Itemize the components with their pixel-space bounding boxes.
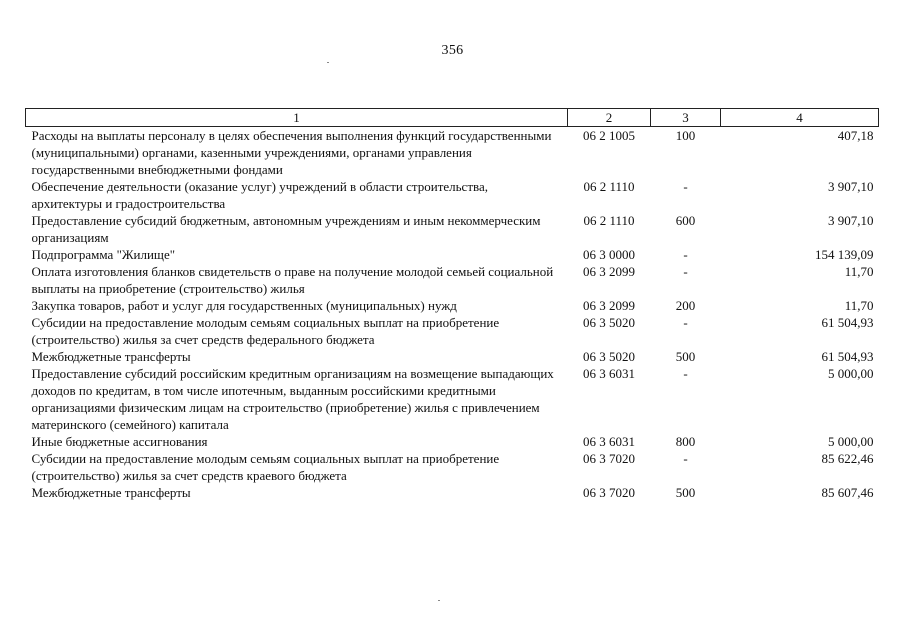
row-amount: 3 907,10 bbox=[828, 179, 874, 194]
row-name: Расходы на выплаты персоналу в целях обеспечения выполнения функций государственными (муниципальными) органами, казенными учреждениями, органами управления государственными внебюджетными фондами bbox=[31, 128, 552, 177]
header-col-3: 3 bbox=[651, 109, 721, 127]
row-amount: 61 504,93 bbox=[821, 349, 874, 364]
row-name: Субсидии на предоставление молодым семьям социальных выплат на приобретение (строительство) жилья за счет средств федерального бюджета bbox=[31, 315, 500, 347]
row-code: 06 3 0000 bbox=[583, 247, 635, 262]
header-col-4: 4 bbox=[721, 109, 879, 127]
row-code: 06 3 7020 bbox=[583, 485, 635, 500]
table-row bbox=[26, 314, 879, 348]
table-row bbox=[26, 263, 879, 297]
budget-table bbox=[25, 108, 879, 501]
row-code: 06 3 5020 bbox=[583, 315, 635, 330]
table-row bbox=[26, 433, 879, 450]
table-row bbox=[26, 246, 879, 263]
row-amount: 11,70 bbox=[844, 298, 874, 313]
table-row bbox=[26, 365, 879, 433]
row-type: - bbox=[683, 264, 688, 279]
row-amount: 154 139,09 bbox=[815, 247, 874, 262]
row-amount: 61 504,93 bbox=[821, 315, 874, 330]
row-name: Оплата изготовления бланков свидетельств о праве на получение молодой семьей социальной выплаты на приобретение (строительство) жилья bbox=[31, 264, 554, 296]
table-row bbox=[26, 484, 879, 501]
row-code: 06 2 1110 bbox=[583, 179, 635, 194]
table-row bbox=[26, 348, 879, 365]
row-amount: 11,70 bbox=[844, 264, 874, 279]
row-amount: 3 907,10 bbox=[828, 213, 874, 228]
row-type: - bbox=[683, 179, 688, 194]
row-code: 06 2 1110 bbox=[583, 213, 635, 228]
row-type: 800 bbox=[675, 434, 696, 449]
table-row bbox=[26, 212, 879, 246]
table-header bbox=[26, 109, 879, 127]
header-row bbox=[26, 109, 879, 127]
row-type: - bbox=[683, 247, 688, 262]
row-code: 06 3 6031 bbox=[583, 366, 635, 381]
row-type: 100 bbox=[675, 128, 696, 143]
row-name: Закупка товаров, работ и услуг для государственных (муниципальных) нужд bbox=[31, 298, 457, 313]
row-name: Обеспечение деятельности (оказание услуг) учреждений в области строительства, архитектуры и градостроительства bbox=[31, 179, 488, 211]
table-body bbox=[26, 127, 879, 502]
row-name: Субсидии на предоставление молодым семьям социальных выплат на приобретение (строительство) жилья за счет средств краевого бюджета bbox=[31, 451, 500, 483]
row-type: 600 bbox=[675, 213, 696, 228]
row-type: 500 bbox=[675, 485, 696, 500]
row-amount: 85 607,46 bbox=[821, 485, 874, 500]
row-code: 06 3 2099 bbox=[583, 298, 635, 313]
row-code: 06 3 5020 bbox=[583, 349, 635, 364]
row-type: - bbox=[683, 315, 688, 330]
header-col-2: 2 bbox=[568, 109, 651, 127]
row-name: Подпрограмма "Жилище" bbox=[31, 247, 176, 262]
row-code: 06 2 1005 bbox=[583, 128, 635, 143]
scan-speck bbox=[327, 62, 329, 63]
scan-speck bbox=[438, 600, 440, 601]
row-name: Иные бюджетные ассигнования bbox=[31, 434, 208, 449]
row-type: - bbox=[683, 451, 688, 466]
row-code: 06 3 2099 bbox=[583, 264, 635, 279]
page-number: 356 bbox=[441, 43, 464, 58]
table-row bbox=[26, 450, 879, 484]
row-type: 200 bbox=[675, 298, 696, 313]
row-amount: 407,18 bbox=[837, 128, 874, 143]
row-name: Межбюджетные трансферты bbox=[31, 485, 191, 500]
table-row bbox=[26, 178, 879, 212]
header-col-1: 1 bbox=[26, 109, 568, 127]
row-name: Предоставление субсидий бюджетным, автономным учреждениям и иным некоммерческим организациям bbox=[31, 213, 541, 245]
row-type: 500 bbox=[675, 349, 696, 364]
row-amount: 85 622,46 bbox=[821, 451, 874, 466]
row-name: Межбюджетные трансферты bbox=[31, 349, 191, 364]
row-name: Предоставление субсидий российским кредитным организациям на возмещение выпадающих доходов по кредитам, в том числе ипотечным, выданным российскими кредитными организациями физическим лицам на строительство (приобретение) жилья с привлечением материнского (семейного) капитала bbox=[31, 366, 554, 432]
row-amount: 5 000,00 bbox=[828, 434, 874, 449]
row-code: 06 3 7020 bbox=[583, 451, 635, 466]
table-row bbox=[26, 297, 879, 314]
row-amount: 5 000,00 bbox=[828, 366, 874, 381]
row-code: 06 3 6031 bbox=[583, 434, 635, 449]
table-row bbox=[26, 127, 879, 179]
row-type: - bbox=[683, 366, 688, 381]
